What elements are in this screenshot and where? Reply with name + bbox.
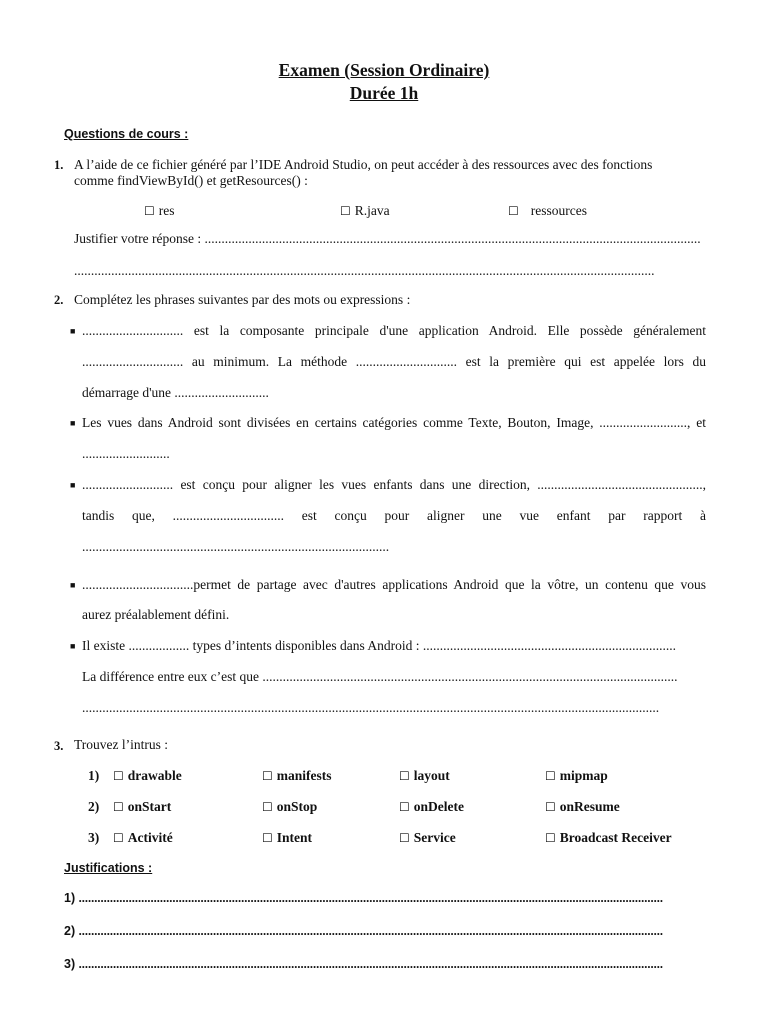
q2-b3-line1 [82, 477, 706, 493]
text: types d’intents disponibles dans Android : [192, 638, 420, 653]
blank-dots[interactable]: .........................., et [599, 415, 706, 430]
checkbox-icon[interactable]: ☐ [545, 769, 556, 783]
text: est conçu pour aligner une vue enfant par rapport à [301, 508, 706, 523]
checkbox-icon[interactable]: ☐ [262, 831, 273, 845]
checkbox-icon[interactable]: ☐ [262, 769, 273, 783]
section-justifications-title: Justifications : [64, 861, 153, 875]
q3-option-label: Activité [127, 830, 173, 845]
q1-option-ressources-label: ressources [530, 203, 587, 218]
q3-option[interactable] [399, 830, 456, 846]
text: est la composante principale d'une application Android. Elle possède généralement [193, 323, 706, 338]
checkbox-icon[interactable]: ☐ [545, 800, 556, 814]
q3-intro: Trouvez l’intrus : [74, 737, 168, 752]
q2-b2-line1 [82, 415, 706, 431]
q3-number: 3. [54, 739, 64, 753]
square-bullet-icon: ■ [70, 641, 76, 651]
q3-option-label: drawable [127, 768, 182, 783]
q3-option[interactable] [545, 799, 620, 815]
q1-answer-line2[interactable]: ............................................................................................................................................................................ [74, 263, 655, 278]
justification-dots[interactable]: ........................................................................................................................................................................................... [78, 891, 663, 905]
q3-option-label: onResume [559, 799, 620, 814]
blank-dots[interactable]: ................................................., [537, 477, 707, 492]
justification-dots[interactable]: ........................................................................................................................................................................................... [78, 957, 663, 971]
q3-option-label: Service [413, 830, 456, 845]
q1-option-res-label: res [158, 203, 175, 218]
q2-b5-line2 [82, 669, 706, 685]
q2-number: 2. [54, 293, 64, 307]
q2-b1-line3 [82, 385, 269, 401]
q2-b1-line1 [82, 323, 706, 339]
blank-dots[interactable]: .............................. [82, 354, 184, 369]
q2-b1-line2 [82, 354, 706, 370]
q3-option[interactable] [262, 768, 332, 784]
q3-option-label: onDelete [413, 799, 464, 814]
q3-option[interactable] [262, 799, 317, 815]
q1-justify-dots[interactable]: ................................................................................................................................................... [204, 231, 701, 246]
q2-b3-line3[interactable]: ........................................................................................... [82, 539, 390, 554]
blank-dots[interactable]: ................................. [82, 577, 194, 592]
q1-justify-label: Justifier votre réponse : [74, 231, 202, 246]
q2-b5-line3[interactable]: ........................................................................................................................................................................... [82, 700, 660, 715]
text: est conçu pour aligner les vues enfants dans une direction, [180, 477, 530, 492]
exam-title: Examen (Session Ordinaire) [278, 60, 490, 80]
text: tandis que, [82, 508, 155, 523]
checkbox-icon[interactable]: ☐ [545, 831, 556, 845]
q3-row-label: 1) [88, 768, 100, 783]
q1-option-ressources[interactable] [508, 203, 587, 219]
square-bullet-icon: ■ [70, 480, 76, 490]
blank-dots[interactable]: ............................ [174, 385, 269, 400]
checkbox-icon[interactable]: ☐ [144, 204, 155, 218]
q3-option-label: manifests [276, 768, 332, 783]
q1-option-rjava[interactable] [340, 203, 390, 219]
blank-dots[interactable]: .............................. [82, 323, 184, 338]
q3-option[interactable] [113, 768, 182, 784]
q1-justify-line [74, 231, 710, 247]
text: démarrage d'une [82, 385, 172, 400]
text: permet de partage avec d'autres applications Android que la vôtre, un contenu que vous [193, 577, 706, 592]
q1-text-line1: A l’aide de ce fichier généré par l’IDE Android Studio, on peut accéder à des ressources avec des fonctions [74, 157, 653, 172]
q1-option-res[interactable] [144, 203, 175, 219]
q2-b4-line1 [82, 577, 706, 593]
q2-b2-line2[interactable]: .......................... [82, 446, 170, 461]
q3-option[interactable] [399, 768, 450, 784]
justification-label: 1) [64, 891, 76, 905]
q2-b5-line1 [82, 638, 706, 654]
justification-label: 3) [64, 957, 76, 971]
checkbox-icon[interactable]: ☐ [113, 769, 124, 783]
q3-option-label: onStart [127, 799, 172, 814]
q3-option[interactable] [399, 799, 464, 815]
q2-b4-line2: aurez préalablement défini. [82, 607, 230, 622]
text: au minimum. La méthode [191, 354, 348, 369]
q1-option-rjava-label: R.java [354, 203, 390, 218]
text: est la première qui est appelée lors du [465, 354, 707, 369]
blank-dots[interactable]: ........................... [82, 477, 174, 492]
q3-option[interactable] [545, 768, 608, 784]
checkbox-icon[interactable]: ☐ [399, 769, 410, 783]
justification-line-2 [64, 924, 714, 939]
blank-dots[interactable]: ........................................................................................................................... [262, 669, 678, 684]
justification-label: 2) [64, 924, 76, 938]
justification-line-1 [64, 891, 714, 906]
text: Il existe [82, 638, 126, 653]
exam-duration: Durée 1h [349, 83, 419, 103]
q3-option[interactable] [113, 830, 173, 846]
square-bullet-icon: ■ [70, 418, 76, 428]
q3-option-label: Intent [276, 830, 313, 845]
q3-option-label: mipmap [559, 768, 608, 783]
justification-dots[interactable]: ........................................................................................................................................................................................... [78, 924, 663, 938]
checkbox-icon[interactable]: ☐ [399, 831, 410, 845]
q2-intro: Complétez les phrases suivantes par des mots ou expressions : [74, 292, 411, 307]
checkbox-icon[interactable]: ☐ [340, 204, 351, 218]
q3-row-label: 2) [88, 799, 100, 814]
checkbox-icon[interactable]: ☐ [262, 800, 273, 814]
checkbox-icon[interactable]: ☐ [113, 800, 124, 814]
text: Les vues dans Android sont divisées en certains catégories comme Texte, Bouton, Image, [82, 415, 594, 430]
blank-dots[interactable]: .................. [128, 638, 190, 653]
q2-b3-line2 [82, 508, 706, 524]
q3-option[interactable] [545, 830, 672, 846]
q3-option-label: layout [413, 768, 450, 783]
blank-dots[interactable]: ................................. [172, 508, 285, 523]
blank-dots[interactable]: .............................. [355, 354, 458, 369]
checkbox-icon[interactable]: ☐ [508, 204, 519, 218]
square-bullet-icon: ■ [70, 580, 76, 590]
q3-option[interactable] [113, 799, 171, 815]
q3-option-label: Broadcast Receiver [559, 830, 672, 845]
checkbox-icon[interactable]: ☐ [399, 800, 410, 814]
q1-number: 1. [54, 158, 64, 172]
text: La différence entre eux c’est que [82, 669, 260, 684]
checkbox-icon[interactable]: ☐ [113, 831, 124, 845]
q1-text-line2: comme findViewById() et getResources() : [74, 173, 308, 188]
section-questions-title: Questions de cours : [64, 127, 189, 141]
q3-row-label: 3) [88, 830, 100, 845]
q3-option-label: onStop [276, 799, 318, 814]
justification-line-3 [64, 957, 714, 972]
blank-dots[interactable]: ........................................................................... [422, 638, 676, 653]
q3-option[interactable] [262, 830, 312, 846]
square-bullet-icon: ■ [70, 326, 76, 336]
